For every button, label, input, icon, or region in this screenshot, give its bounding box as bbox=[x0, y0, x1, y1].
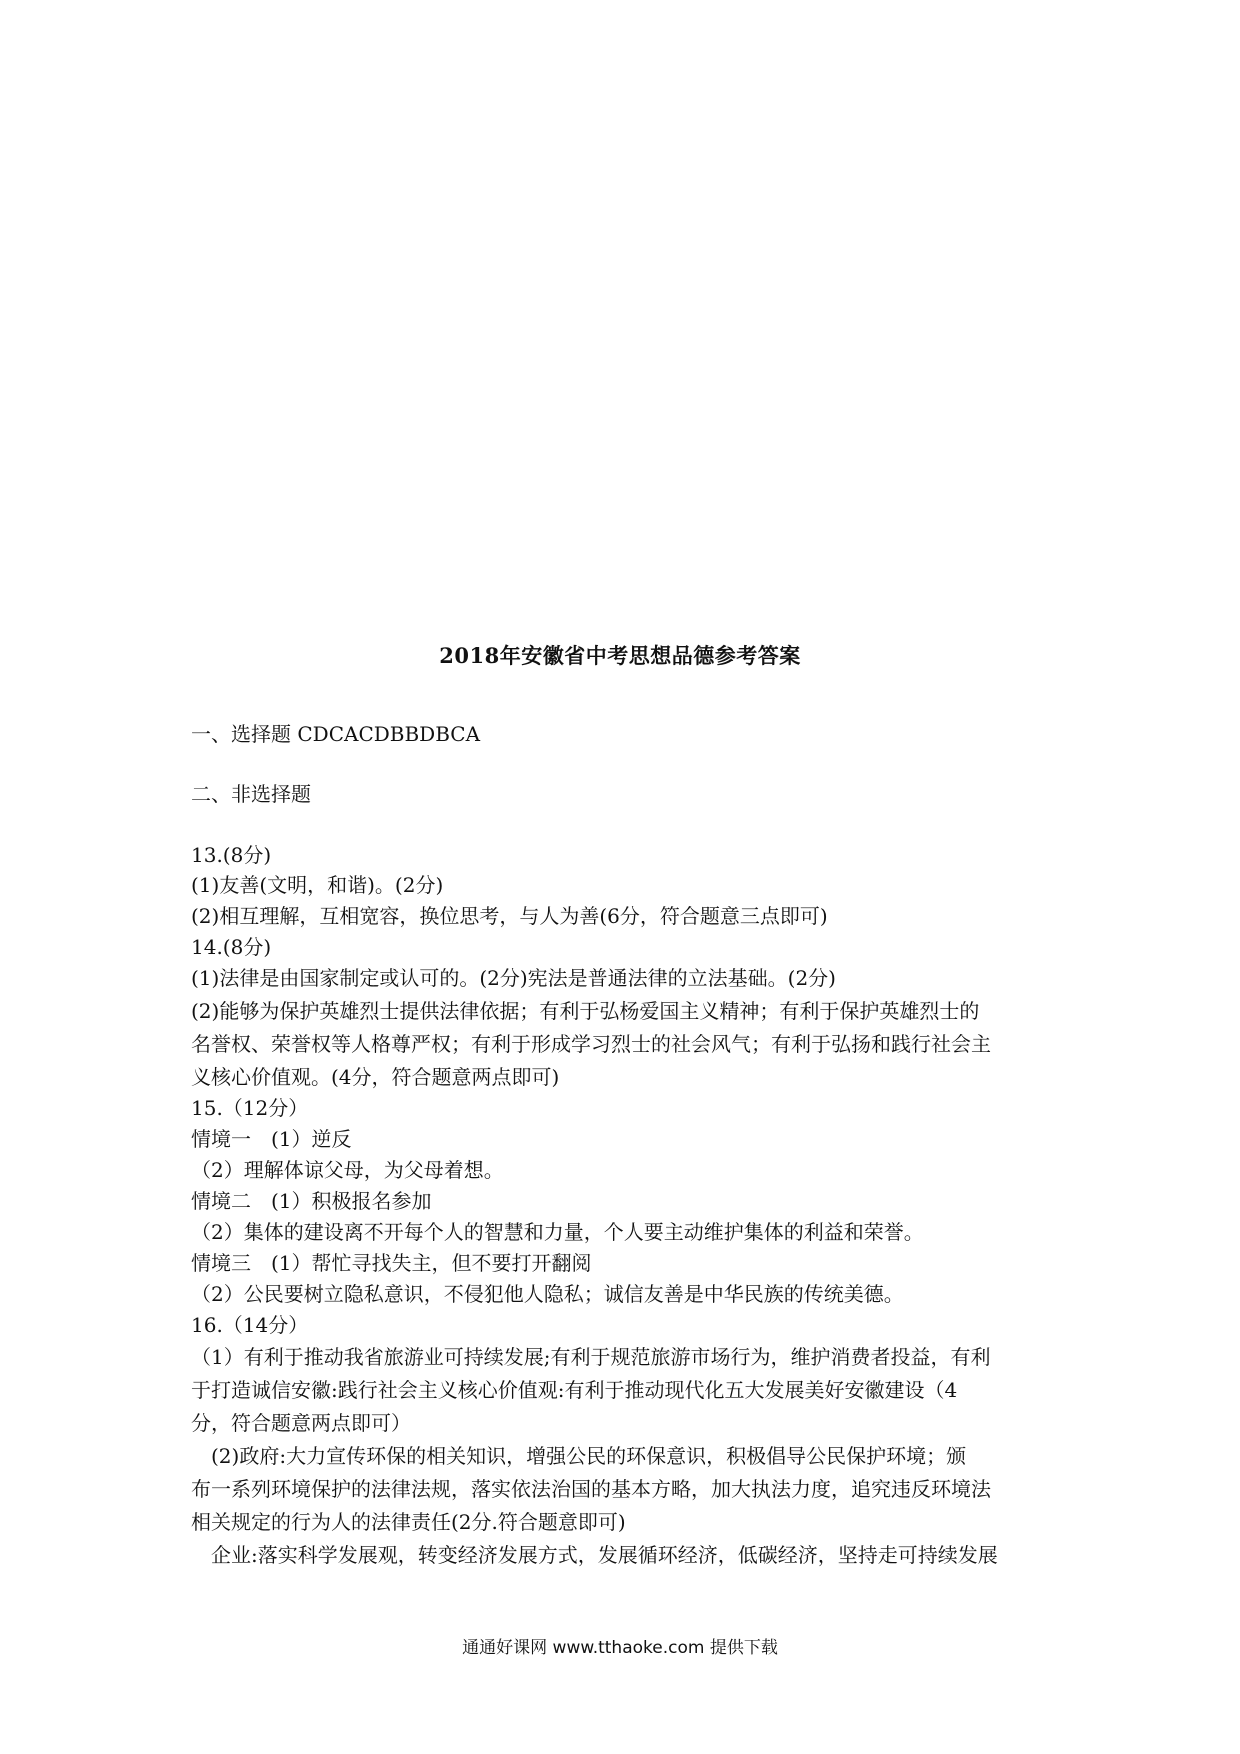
answer-line: 16.（14分） bbox=[191, 1313, 309, 1337]
answer-line: （2）公民要树立隐私意识，不侵犯他人隐私；诚信友善是中华民族的传统美德。 bbox=[191, 1282, 904, 1306]
answer-line: (1)友善(文明，和谐)。(2分) bbox=[191, 873, 444, 897]
answer-line: (1)法律是由国家制定或认可的。(2分)宪法是普通法律的立法基础。(2分) bbox=[191, 966, 836, 990]
answer-line: (2)能够为保护英雄烈士提供法律依据；有利于弘杨爱国主义精神；有利于保护英雄烈士的 bbox=[191, 999, 980, 1023]
answer-line: (2)政府:大力宣传环保的相关知识，增强公民的环保意识，积极倡导公民保护环境；颁 bbox=[191, 1444, 967, 1468]
answer-line: (2)相互理解，互相宽容，换位思考，与人为善(6分，符合题意三点即可) bbox=[191, 904, 828, 928]
answer-line: 情境二 (1）积极报名参加 bbox=[191, 1189, 432, 1213]
answer-line: 义核心价值观。(4分，符合题意两点即可) bbox=[191, 1065, 560, 1089]
section-multiple-choice: 一、选择题 CDCACDBBDBCA bbox=[191, 722, 481, 746]
document-title: 2018年安徽省中考思想品德参考答案 bbox=[439, 643, 801, 668]
answer-line: 名誉权、荣誉权等人格尊严权；有利于形成学习烈士的社会风气；有利于弘扬和践行社会主 bbox=[191, 1032, 991, 1056]
answer-line: 13.(8分) bbox=[191, 843, 272, 867]
answer-line: （1）有利于推动我省旅游业可持续发展;有利于规范旅游市场行为，维护消费者投益，有利 bbox=[191, 1345, 991, 1369]
answer-line: 情境一 (1）逆反 bbox=[191, 1127, 352, 1151]
answer-line: （2）集体的建设离不开每个人的智慧和力量，个人要主动维护集体的利益和荣誉。 bbox=[191, 1220, 924, 1244]
answer-line: 于打造诚信安徽:践行社会主义核心价值观:有利于推动现代化五大发展美好安徽建设（4 bbox=[191, 1378, 958, 1402]
page-footer: 通通好课网 www.tthaoke.com 提供下载 bbox=[462, 1638, 778, 1658]
answer-line: 15.（12分） bbox=[191, 1096, 309, 1120]
answer-line: （2）理解体谅父母，为父母着想。 bbox=[191, 1158, 504, 1182]
answer-line: 相关规定的行为人的法律责任(2分.符合题意即可) bbox=[191, 1510, 626, 1534]
answer-line: 布一系列环境保护的法律法规，落实依法治国的基本方略，加大执法力度，追究违反环境法 bbox=[191, 1477, 991, 1501]
answer-line: 分，符合题意两点即可） bbox=[191, 1411, 411, 1435]
answer-line: 14.(8分) bbox=[191, 935, 272, 959]
section-non-choice: 二、非选择题 bbox=[191, 782, 311, 806]
answer-line: 情境三 (1）帮忙寻找失主，但不要打开翻阅 bbox=[191, 1251, 592, 1275]
answer-line: 企业:落实科学发展观，转变经济发展方式，发展循环经济，低碳经济，坚持走可持续发展 bbox=[191, 1543, 998, 1567]
